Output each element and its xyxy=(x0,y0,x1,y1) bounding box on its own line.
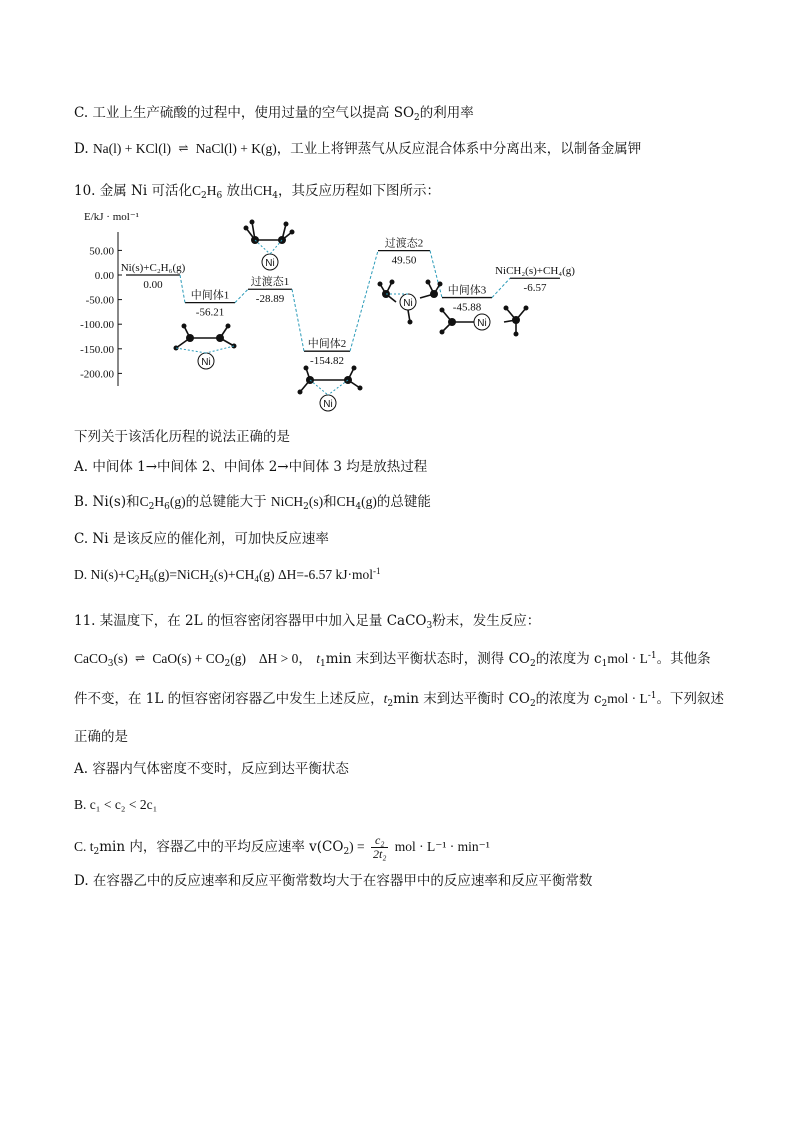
state-name: 中间体1 xyxy=(190,289,230,302)
state-value: -28.89 xyxy=(255,293,285,306)
q10-stem: 10. 金属 Ni 可活化$C_2H_6$ 放出$CH_4$，其反应历程如下图所示： xyxy=(74,183,441,201)
atom xyxy=(426,280,431,285)
y-tick-label: -100.00 xyxy=(80,319,114,332)
q9-option-c: C. 工业上生产硫酸的过程中，使用过量的空气以提高 $SO_2$的利用率 xyxy=(74,105,474,123)
state-name: 中间体2 xyxy=(307,338,347,351)
atom xyxy=(440,330,445,335)
state-name: 过渡态2 xyxy=(384,237,424,250)
atom xyxy=(440,308,445,313)
state-value: 0.00 xyxy=(143,279,163,291)
equilibrium-arrow-icon: ⇌ xyxy=(135,651,146,665)
atom xyxy=(514,332,519,337)
q9-equation-left: Na(l) + KCl(l) xyxy=(92,141,172,156)
q11-option-b: B. c₁ < c₂ < 2c₁ xyxy=(74,797,158,812)
equilibrium-arrow-icon: ⇌ xyxy=(178,141,189,155)
y-tick-label: 50.00 xyxy=(89,245,114,258)
q10-option-c: C. Ni 是该反应的催化剂，可加快反应速率 xyxy=(74,531,329,547)
energy-axis xyxy=(80,211,139,386)
connector-dash xyxy=(180,275,185,303)
interaction-dash xyxy=(206,346,234,353)
q11-option-a: A. 容器内气体密度不变时，反应到达平衡状态 xyxy=(74,761,349,777)
q10-question: 下列关于该活化历程的说法正确的是 xyxy=(74,429,290,445)
connector-dash xyxy=(235,289,248,302)
atom xyxy=(358,386,363,391)
q11-option-d: D. 在容器乙中的反应速率和反应平衡常数均大于在容器甲中的反应速率和反应平衡常数 xyxy=(74,873,593,889)
interaction-dash xyxy=(176,348,206,353)
atom xyxy=(250,220,255,225)
state-name: NiCH₂(s)+CH₄(g) xyxy=(495,265,575,278)
q11-line3: 正确的是 xyxy=(74,729,128,745)
q11-equation-line: CaCO$_3$(s) ⇌ $CaO(s) + CO_2(g)$ ΔH > 0， $t_1\min$ 末到达平衡状态时，测得 $CO_2$的浓度为 $c_1mol \cdot L^{-1}$。其他条 xyxy=(74,651,711,669)
y-tick-label: -150.00 xyxy=(80,343,114,356)
atom xyxy=(438,282,443,287)
connector-dash xyxy=(292,289,304,351)
connector-dash xyxy=(492,278,510,297)
y-tick-label: -50.00 xyxy=(85,294,114,307)
ni-label: Ni xyxy=(323,399,333,410)
atom xyxy=(504,306,509,311)
q11-stem: 11. 某温度下，在 2L 的恒容密闭容器甲中加入足量 CaCO$_3$粉末，发生反应： xyxy=(74,613,541,631)
atom xyxy=(524,306,529,311)
state-value: -56.21 xyxy=(195,306,225,319)
y-tick-label: -200.00 xyxy=(80,368,114,381)
y-axis-label: E/kJ · mol⁻¹ xyxy=(84,211,139,223)
state-name: 过渡态1 xyxy=(250,276,290,289)
rate-fraction: $\frac{\text{c₂}}{\text{2t₂}}$ xyxy=(372,833,387,861)
q9-equation-right: NaCl(l) + K(g) xyxy=(195,141,277,156)
atom xyxy=(182,324,187,329)
bond xyxy=(176,338,190,348)
state-value: -6.57 xyxy=(523,282,547,295)
ni-label: Ni xyxy=(403,298,413,309)
ni-label: Ni xyxy=(265,258,275,269)
ni-label: Ni xyxy=(477,318,487,329)
atom xyxy=(290,230,295,235)
q10-option-b: B. Ni(s)和$C_2H_6(g)$的总键能大于 NiCH$_2$(s)和$CH_4(g)$的总键能 xyxy=(74,494,431,512)
atom xyxy=(226,324,231,329)
q10-option-d: D. $Ni(s)+C_2H_6(g)=NiCH_2(s)+CH_4(g)$ ΔH=-6.57 kJ·mol$^{-1}$ xyxy=(74,566,381,584)
ni-label: Ni xyxy=(201,357,211,368)
state-value: -45.88 xyxy=(452,301,482,314)
q9-option-d: D. Na(l) + KCl(l) ⇌ NaCl(l) + K(g)，工业上将钾蒸气从反应混合体系中分离出来，以制备金属钾 xyxy=(74,141,642,157)
state-name: 中间体3 xyxy=(447,284,487,297)
atom xyxy=(284,222,289,227)
atom xyxy=(298,390,303,395)
y-tick-label: 0.00 xyxy=(94,270,114,282)
atom xyxy=(304,366,309,371)
q11-line2: 件不变，在 1L 的恒容密闭容器乙中发生上述反应，$t_2\min$ 末到达平衡时 $CO_2$的浓度为 $c_2mol \cdot L^{-1}$。下列叙述 xyxy=(74,691,725,709)
q11-option-c: C. $t_2\min$ 内，容器乙中的平均反应速率 $v(CO_2)$ = $\frac{\text{c₂}}{\text{2t₂}}$ mol · L⁻¹ · min⁻¹ xyxy=(74,833,490,861)
atom xyxy=(378,282,383,287)
connector-dash xyxy=(350,251,378,352)
state-value: -154.82 xyxy=(310,355,344,368)
state-name: Ni(s)+C₂H₆(g) xyxy=(120,262,186,274)
state-value: 49.50 xyxy=(391,254,417,267)
q10-option-a: A. 中间体 1→中间体 2、中间体 2→中间体 3 均是放热过程 xyxy=(74,459,428,475)
atom xyxy=(352,366,357,371)
energy-diagram xyxy=(70,206,590,416)
atom xyxy=(390,280,395,285)
atom xyxy=(244,226,249,231)
